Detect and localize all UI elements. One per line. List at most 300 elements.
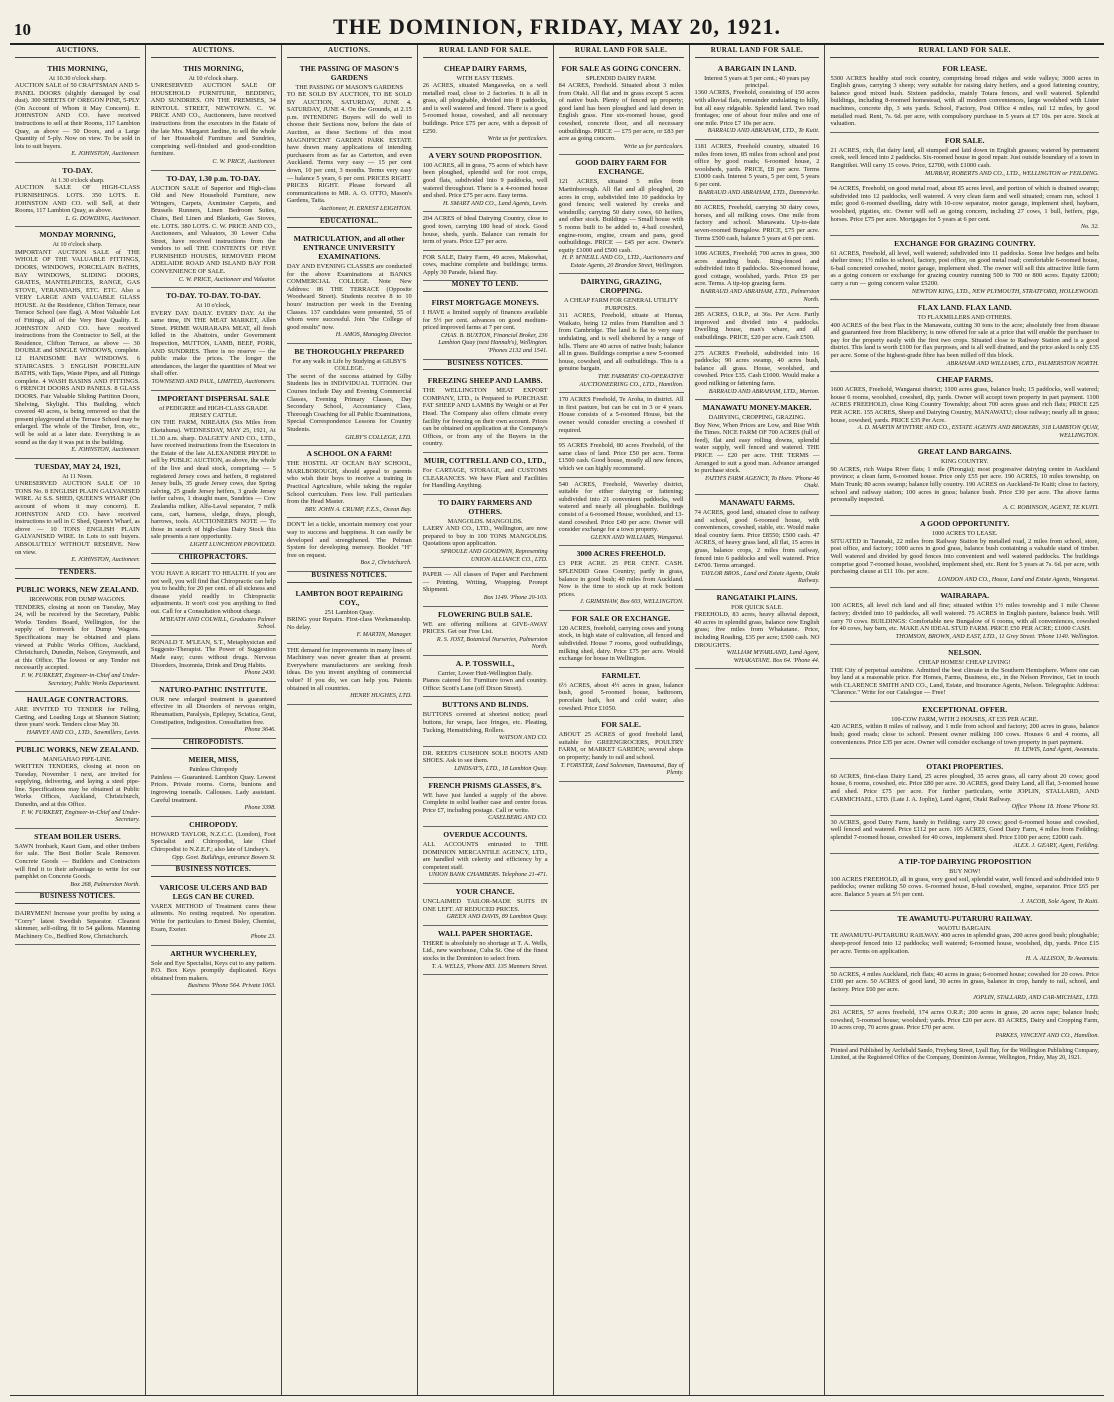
ad-body: FOR SALE, Dairy Farm, 49 acres, Makowhai, cows, machine complete and buildings; terms. Apply 30 Parade, Island Bay. bbox=[422, 253, 548, 276]
ad-heading: CHEAP FARMS. bbox=[936, 375, 993, 385]
advertisement bbox=[15, 227, 140, 458]
ad-body: Painless — Guaranteed. Lambton Quay. Lowest Prices. Private rooms. Corns, bunions and ingrowing toenails. Callouses. Lady assistant. Careful treatment. bbox=[150, 773, 276, 804]
ad-signature: BARRAUD AND ABRAHAM, LTD., Palmerston North. bbox=[700, 288, 820, 303]
ad-subheading: of PEDIGREE and HIGH-CLASS GRADE JERSEY CATTLE. bbox=[159, 404, 268, 419]
advertisement bbox=[15, 163, 140, 227]
ad-heading: WAIRARAPA. bbox=[940, 591, 989, 601]
advertisement bbox=[15, 907, 140, 945]
advertisement bbox=[695, 590, 820, 670]
ad-body: DAY AND EVENING CLASSES are conducted for the above Examinations at BANKS COMMERCIAL COLLEGE. Note New Address: 86 THE TERRACE (Opposite Woodward Street). Students receive 8 to 10 hours' instruction per week in the Evening Classes. 137 candidates were presented, 55 of whom were successful. Join "the College of good results" now. bbox=[286, 263, 412, 331]
ad-signature: A. C. ROBINSON, AGENT, TE KUITI. bbox=[1003, 503, 1099, 511]
ad-signature: BARRAUD AND ABRAHAM, LTD., Marton. bbox=[708, 387, 820, 395]
advertisement bbox=[287, 344, 412, 446]
ad-heading: A SCHOOL ON A FARM! bbox=[306, 449, 393, 459]
ad-body: VAREX METHOD of Treatment cures these ailments. No resting required. No operation. Write for particulars to Ernest Bisley, Chemist, Exam, Exeter. bbox=[150, 902, 276, 933]
ad-signature: J. JACOB, Sole Agent, Te Kuiti. bbox=[1020, 898, 1099, 906]
ad-body: WRITTEN TENDERS, closing at noon on Tuesday, November 1 next, are invited for supplying, delivering, and laying a steel pipe-line. Specifications may be obtained at Public Works Offices, Auckland, Christchurch, Dunedin, and at this Office. bbox=[15, 763, 140, 808]
ad-heading: THIS MORNING, bbox=[47, 63, 108, 73]
ad-signature: ALEX. J. GEARY, Agent, Feilding. bbox=[1013, 841, 1099, 849]
ad-body: 170 ACRES Freehold, Te Aroha, in district. All in first pasture, but can be cut in 3 or 4 years. House consists of a 5-roomed House, but the owner would consider erecting a cowshed if required. bbox=[558, 396, 684, 434]
advertisement bbox=[423, 212, 548, 250]
ad-subheading: IRONWORK FOR DUMP WAGONS. bbox=[29, 596, 126, 604]
ad-subheading: THE PASSING OF MASON'S GARDENS bbox=[295, 83, 403, 91]
ad-body: TO BE SOLD BY AUCTION, TO BE SOLD BY AUCTION, SATURDAY, JUNE 4. SATURDAY, JUNE 4. On the Grounds, at 2.15 p.m. INTENDING Buyers will do well to choose their Sections now, before the date of Auction, as these Sections of this most MAGNIFICENT GARDEN PARK ESTATE have drawn many applications of intending purchasers from as far as Carterton, and even Auckland. Terms very easy — 15 per cent down, 10 per cent, 3 months. Terms very easy — balance 5 years, 6 per cent. PRICES RIGHT. PRICES RIGHT. Please forward all communications to MR. A. O. OTTO, Mason's Gardens, Taita. bbox=[286, 91, 412, 205]
ad-body: 30 ACRES, good Dairy Farm, handy to Feilding; carry 20 cows; good 6-roomed house and cowshed, well fenced and watered. Price £112 per acre. 105 ACRES, Good Dairy Farm, 4 miles from Feilding; splendid 7-roomed house, cowshed for 40 cows, implement shed. Price £100 per acre; £2000 cash. bbox=[830, 818, 1099, 841]
ad-signature: Box 2, Christchurch. bbox=[360, 559, 412, 567]
ad-heading: BUTTONS AND BLINDS. bbox=[442, 700, 529, 710]
ad-signature: BARRAUD AND ABRAHAM, LTD., Dannevirke. bbox=[698, 188, 820, 196]
column-container bbox=[10, 45, 1104, 1396]
ad-heading: GREAT LAND BARGAINS. bbox=[917, 447, 1012, 457]
ad-signature: LIGHT LUNCHEON PROVIDED. bbox=[189, 540, 276, 548]
section-heading: BUSINESS NOTICES. bbox=[151, 866, 276, 877]
ad-heading: MUIR, COTTRELL AND CO., LTD., bbox=[424, 455, 547, 465]
advertisement bbox=[559, 274, 684, 393]
advertisement bbox=[287, 231, 412, 344]
ad-body: 80 ACRES, Freehold, carrying 30 dairy cows, horses, and all milking cows. One mile from factory and school. Manawatu. Up-to-date seven-roomed Bungalow. PRICE, £75 per acre. Terms £500 cash, balance 5 years at 6 per cent. bbox=[694, 204, 820, 242]
ad-body: UNRESERVED AUCTION SALE OF 10 TONS No. 8 ENGLISH PLAIN GALVANISED WIRE. At S.S. SHED, QUEEN'S WHARF (On account of whom it may concern). E. JOHNSTON AND CO. have received instructions to sell in C Shed, Queen's Wharf, as above — 10 TONS ENGLISH PLAIN GALVANISED WIRE. In Lots to suit buyers. ABSOLUTELY WITHOUT RESERVE. Now on view. bbox=[15, 480, 140, 556]
ad-subheading: At 10 o'clock sharp. bbox=[188, 74, 239, 82]
ad-heading: CHEAP DAIRY FARMS, bbox=[443, 63, 527, 73]
advertisement bbox=[559, 155, 684, 274]
ad-signature: Box 1149. 'Phone 20-103. bbox=[483, 593, 548, 601]
ad-body: THE WELLINGTON MEAT EXPORT COMPANY, LTD., is Prepared to PURCHASE FAT SHEEP AND LAMBS By Weight or at Per Head. The Company also offers climate every facility for freezing on their own account. Prices can be obtained on application at the Company's Offices, or from any of the Buyers in the country. bbox=[422, 387, 548, 448]
advertisement bbox=[15, 582, 140, 692]
advertisement bbox=[559, 61, 684, 156]
ad-subheading: BUY NOW! bbox=[949, 868, 981, 876]
advertisement bbox=[830, 182, 1099, 236]
advertisement bbox=[287, 586, 412, 644]
advertisement bbox=[151, 880, 276, 946]
ad-body: 311 ACRES, Freehold, situate at Hunua, Waikato, being 12 miles from Hamilton and 3 from Cambridge. The land is flat to very easy undulating, and is well sheltered by a range of hills. There are 40 acres of native bush; balance all in grass. Buildings comprise a new 5-roomed house, cowshed, and all outbuildings. This is a genuine bargain. bbox=[558, 312, 684, 373]
ad-body: 100 ACRES FREEHOLD, all in grass, very good soil, splendid water, well fenced and subdivided into 9 paddocks; owner milking 50 cows. 6-roomed house, 8-bail cowshed, engine, separator. Price £65 per acre. Balance 5 years at 5½ per cent. bbox=[830, 875, 1099, 898]
ad-signature: Opp. Govt. Buildings, entrance Bowen St. bbox=[172, 853, 276, 861]
advertisement bbox=[830, 816, 1099, 854]
ad-body: ON THE FARM, NIREAHA (Six Miles from Eketahuna). WEDNESDAY, MAY 25, 1921, At 11.30 a.m. sharp. DALGETY AND CO., LTD., have received instructions from the Executors in the Estate of the late ALEXANDER PRYDE to sell by PUBLIC AUCTION, as above, the whole of the live and dead stock, comprising — 5 registered Jersey cows and heifers, 8 registered Jersey bulls, 35 grade Jersey cows, due Spring calving, 25 grade Jersey heifers, 3 grade Jersey heifer calves, 1 draught mare, Sundries — Cow Zealandia milker, Alfa-Laval separator, 7 milk cans, cart, harness, sledge, drays, plough, harrows, tools. AUCTIONEER'S NOTE — To those in search of high-class Dairy Stock this sale presents a rare opportunity. bbox=[150, 419, 276, 541]
ad-signature: LONDON AND CO., House, Land and Estate Agents, Wanganui. bbox=[938, 575, 1099, 583]
advertisement bbox=[423, 61, 548, 148]
advertisement bbox=[287, 644, 412, 705]
advertisement bbox=[830, 702, 1099, 759]
ad-signature: Phone 3398. bbox=[244, 804, 276, 812]
ad-signature: GLENN AND WILLIAMS, Wanganui. bbox=[590, 533, 684, 541]
advertisement bbox=[695, 61, 820, 140]
ad-signature: F. W. FURKERT, Engineer-in-Chief and Under-Secretary. bbox=[21, 808, 140, 824]
advertisement bbox=[423, 747, 548, 778]
ad-heading: TO-DAY. bbox=[62, 165, 93, 175]
ad-signature: BARRAUD AND ABRAHAM, LTD., Te Kuiti. bbox=[707, 127, 820, 135]
ad-body: BUTTONS covered at shortest notice; pearl buttons, fur wraps, lace fringes, etc. Pleating, Tucking, Hemstitching, Rollers. bbox=[422, 711, 548, 734]
ad-body: 540 ACRES, Freehold, Waverley district, suitable for either dairying or fattening; subdivided into 21 convenient paddocks, well watered and nearly all ploughable. Buildings consist of a 6-roomed House, woolshed, and 13-stand cowshed. Price £40 per acre. Owner will consider exchange for a town property. bbox=[558, 480, 684, 534]
ad-signature: Business 'Phone 564. Private 1063. bbox=[187, 982, 276, 990]
ad-heading: CHIROPODY. bbox=[189, 819, 238, 829]
advertisement bbox=[830, 759, 1099, 816]
ad-body: YOU HAVE A RIGHT TO HEALTH. If you are not well, you will find that Chiropractic can help you to health; for 20 per cent. of all sickness and disease yield readily to Chiropractic adjustments. It won't cost you anything to find out. Call for a Consultation without charge. bbox=[150, 570, 276, 616]
ad-heading: TO DAIRY FARMERS AND OTHERS. bbox=[438, 497, 533, 516]
advertisement bbox=[423, 251, 548, 282]
ad-heading: IMPORTANT DISPERSAL SALE bbox=[157, 393, 270, 403]
ad-body: 5300 ACRES healthy stud rock country, comprising broad ridges and wide valleys; 3000 acres in English grass, carrying 3 sheep; very suitable for raising dairy heifers, and a good fattening country, balance good mixed bush. Sixteen paddocks, mainly Totara fences, and well watered. Splendid buildings, including 8-roomed homestead, with all modern conveniences, large woolshed with Lister machines, concrete dip, 3 sets yards. School, Factory, Post Office 4 miles, rail 12 miles, by good metalled road. Rent, 7s. 6d. per acre, with compulsory purchase in 5 years at £7 10s. per acre. Stock at valuation. bbox=[830, 74, 1099, 128]
ad-body: 21 ACRES, rich, flat dairy land, all stumped and laid down in English grasses; watered by permanent creek, well fenced into 2 paddocks. Six-roomed house in good repair. Just outside boundary of a town in Rangitikei. Will carry 15 cows. Price, £2700, with £1000 cash. bbox=[830, 146, 1099, 169]
ad-heading: TO-DAY. TO-DAY. TO-DAY. bbox=[166, 291, 261, 301]
ad-signature: SPROULE AND GOODWIN, Representing UNION ALLIANCE CO., LTD. bbox=[440, 547, 548, 563]
ad-body: TE AWAMUTU-PUTARURU RAILWAY. 400 acres in splendid grass, 200 acres good bush; ploughable; sheep-proof fenced into 12 paddocks; well watered; 6-roomed house, woolshed, dip, yards. Price £15 per acre. Terms on application. bbox=[830, 932, 1099, 955]
advertisement bbox=[423, 778, 548, 827]
ad-heading: DAIRYING, GRAZING, CROPPING. bbox=[580, 277, 662, 296]
column-2 bbox=[146, 45, 282, 1395]
ad-heading: EXCEPTIONAL OFFER. bbox=[922, 705, 1008, 715]
ad-signature: Write us for particulars. bbox=[487, 135, 548, 143]
advertisement bbox=[151, 288, 276, 390]
ad-signature: NEWTON KING, LTD., NEW PLYMOUTH, STRATFORD, HOLLEWOOD. bbox=[911, 287, 1099, 295]
ad-signature: E. JOHNSTON, Auctioneer. bbox=[71, 556, 140, 564]
ad-signature: H. A. ALLISON, Te Awamutu. bbox=[1025, 955, 1099, 963]
ad-body: OUR new enlarged treatment is guaranteed effective in all Disorders of nervous origin, Rheumatism, Paralysis, Epilepsy, Sciatica, Gout, Constipation, Indigestion. Consultation free. bbox=[150, 695, 276, 726]
advertisement bbox=[423, 453, 548, 495]
ad-heading: A GOOD OPPORTUNITY. bbox=[920, 519, 1010, 529]
column-heading: RURAL LAND FOR SALE. bbox=[830, 47, 1099, 58]
ad-signature: No. 32. bbox=[1080, 223, 1099, 231]
ad-signature: Auctioneer, H. ERNEST LEIGHTON. bbox=[319, 204, 412, 212]
advertisement bbox=[423, 607, 548, 656]
ad-body: 1600 ACRES, Freehold, Wanganui district; 1100 acres grass, balance bush; 15 paddocks, well watered; house 6 rooms, woolshed, cowshed, dip, yards. Owner will accept town property in part payment. 1100 ACRES FREEHOLD, close King Country Township; about 700 acres grass and rich flats; PRICE £25 PER ACRE. 155 ACRES, Sheep and Dairying Country, MANAWATU; close railway; nearly all in grass; house, cowshed, yards. PRICE £35 Per Acre. bbox=[830, 386, 1099, 424]
advertisement bbox=[830, 645, 1099, 702]
masthead bbox=[10, 0, 1104, 45]
advertisement bbox=[423, 495, 548, 568]
ad-body: WE have just landed a supply of the above. Complete in solid leather case and centre focus. Price £7, including postage. Call or write. bbox=[422, 791, 548, 814]
ad-body: LAERY AND CO., LTD., Wellington, are now prepared to buy in 100 TONS MANGOLDS. Quotations upon application. bbox=[422, 525, 548, 548]
ad-heading: MATRICULATION, and all other ENTRANCE UNIVERSITY EXAMINATIONS. bbox=[293, 234, 405, 262]
ad-body: THE HOSTEL AT OCEAN BAY SCHOOL, MARLBOROUGH, should appeal to parents who wish their boys to receive a training in Practical Agriculture, while taking the regular School curriculum. Fees low. Full particulars from the Head Master. bbox=[286, 460, 412, 506]
ad-body: 275 ACRES Freehold, subdivided into 16 paddocks; 90 acres swamp, 40 acres bush, balance all grass. House, woolshed, and cowshed. Price £35. Cash £1000. Would make a good milking or fattening farm. bbox=[694, 349, 820, 387]
advertisement bbox=[151, 61, 276, 171]
ad-subheading: At 10 o'clock, bbox=[196, 302, 231, 310]
column-heading: RURAL LAND FOR SALE. bbox=[423, 47, 548, 58]
column-5 bbox=[554, 45, 690, 1395]
ad-heading: FLOWERING BULB SALE. bbox=[438, 609, 533, 619]
advertisement bbox=[695, 247, 820, 308]
ad-heading: GOOD DAIRY FARM FOR EXCHANGE. bbox=[575, 158, 667, 177]
ad-signature: J. GRIMSHAW, Box 603, WELLINGTON. bbox=[579, 598, 684, 606]
ad-body: 100 ACRES, all in grass, 75 acres of which have been ploughed, splendid soil for root crops, good flats, subdivided into 9 paddocks, well watered throughout. There is a 4-roomed house and shed. Price £75 per acre. Easy terms. bbox=[422, 161, 548, 200]
ad-signature: H. P. M'NEILL AND CO., LTD., Auctioneers and Estate Agents, 20 Brandon Street, Wellington. bbox=[561, 254, 684, 269]
ad-subheading: WITH EASY TERMS. bbox=[456, 74, 514, 82]
advertisement bbox=[151, 817, 276, 866]
ad-body: 94 ACRES, Freehold, on good metal road, about 85 acres level, and portion of which is drained swamp; subdivided into 12 paddocks, well watered. A very clean farm and well situated; cream run, school 1 mile; good 6-roomed dwelling, dairy with 10-cow separator, motor garage, implement shed, haybarn, woolshed, pigsties, etc. Owner will sell as going concern, including 27 cows, 1 bull, heifers, pigs, horses. Price £75 per acre. Mortgages for 5 years at 6 per cent. bbox=[830, 185, 1099, 223]
ad-heading: PUBLIC WORKS, NEW ZEALAND. bbox=[16, 585, 139, 595]
ad-signature: FAITH'S FARM AGENCY, To Horo. 'Phone 46 Otaki. bbox=[705, 474, 820, 490]
advertisement bbox=[830, 854, 1099, 911]
advertisement bbox=[151, 752, 276, 816]
advertisement bbox=[151, 636, 276, 682]
ad-heading: THIS MORNING, bbox=[183, 63, 244, 73]
ad-signature: F. MARTIN, Manager. bbox=[356, 631, 412, 639]
ad-heading: FOR SALE. bbox=[944, 135, 985, 145]
ad-body: THERE is absolutely no shortage at T. A. Wells, Ltd., new warehouse, Cuba St. One of the finest stocks in the Dominion to select from. bbox=[422, 939, 548, 962]
ad-heading: EXCHANGE FOR GRAZING COUNTRY. bbox=[894, 238, 1036, 248]
advertisement bbox=[695, 140, 820, 201]
ad-heading: NATURO-PATHIC INSTITUTE. bbox=[159, 684, 268, 694]
advertisement bbox=[830, 133, 1099, 182]
ad-body: 90 ACRES, rich Waipa River flats; 1 mile (Pirongia); most progressive dairying centre in Auckland province; a clean farm, 6-roomed house. Price only £55 per acre. 190 ACRES, 10 miles township, on Main Trunk; 80 acres swamp; balance hilly country. 190 ACRES on Auckland-Te Kuiti; close to factory, school and railway station; 100 acres in grass; balance bush. Price £30 per acre. The above farms personally inspected. bbox=[830, 465, 1099, 504]
advertisement bbox=[151, 391, 276, 554]
ad-signature: CHAS. B. BUXTON, Financial Broker, 236 Lambton Quay (next Hannah's), Wellington. 'Phones 2132 and 1541. bbox=[438, 331, 548, 355]
section-heading: TENDERS. bbox=[15, 569, 140, 580]
ad-heading: BE THOROUGHLY PREPARED bbox=[294, 347, 405, 357]
section-heading: BUSINESS NOTICES. bbox=[287, 572, 412, 583]
ad-body: 95 ACRES Freehold, 80 acres Freehold, of the same class of land. Price £50 per acre. Terms £1500 cash. Good house, mostly all new fences, which we can highly recommend. bbox=[558, 442, 684, 472]
ad-signature: M'BEATH AND COLWILL, Graduates Palmer School. bbox=[160, 615, 276, 631]
advertisement bbox=[15, 829, 140, 894]
ad-subheading: At 1.30 o'clock sharp. bbox=[50, 176, 105, 184]
section-heading: BUSINESS NOTICES. bbox=[15, 893, 140, 904]
ad-body: UNCLAIMED TAILOR-MADE SUITS IN ONE LEFT. AT REDUCED PRICES. bbox=[422, 897, 548, 913]
ad-body: 261 ACRES, 57 acres freehold, 174 acres O.R.P.; 200 acres in grass, 20 acres rape; balance bush; cowshed, 5-roomed house; woolshed; yards. Price £20 per acre. 83 ACRES, Dairy and Cropping Farm, 10 acres crop, 70 acres grass. Price £70 per acre. bbox=[830, 1009, 1099, 1032]
ad-signature: CASELBERG AND CO. bbox=[488, 814, 548, 822]
ad-body: 121 ACRES, situated 5 miles from Martinborough. All flat and all ploughed, 20 acres in crop, subdivided into 10 paddocks by good fences; well watered by creeks and windmills; carrying 50 dairy cows, 60 heifers, and other stock. Buildings — Small house with 5 rooms built to be added to, 4-bail cowshed, engine-room, engine, cream and pans, good outbuildings. PRICE — £45 per acre. Owner's equity £1000 and £500 cash. bbox=[558, 178, 684, 254]
advertisement bbox=[15, 61, 140, 163]
ad-signature: PARKES, VINCENT AND CO., Hamilton. bbox=[995, 1031, 1099, 1039]
column-4 bbox=[418, 45, 554, 1395]
ad-body: 6½ ACRES, about 4½ acres in grass, balance bush, good 5-roomed house, bathroom, porcelain bath, hot and cold water; also cowshed. Price £1050. bbox=[558, 681, 684, 712]
advertisement bbox=[151, 946, 276, 995]
ad-subheading: MANGOLDS. MANGOLDS. bbox=[447, 517, 523, 525]
column-3 bbox=[282, 45, 418, 1395]
section-heading: BUSINESS NOTICES. bbox=[423, 360, 548, 371]
ad-signature: GREEN AND DAVIS, 89 Lambton Quay. bbox=[446, 913, 548, 921]
ad-heading: YOUR CHANCE. bbox=[455, 886, 515, 896]
ad-subheading: CHEAP HOMES! CHEAP LIVING! bbox=[918, 659, 1011, 667]
ad-heading: FOR LEASE. bbox=[942, 63, 988, 73]
ad-signature: C. W. PRICE, Auctioneer and Valuator. bbox=[178, 275, 276, 283]
ad-body: SITUATED in Taranaki, 22 miles from Railway Station by metalled road, 2 miles from school, store, post office, and factory; 1000 acres in good grass, balance bush containing a valuable stand of timber. Well watered and divided by good fences into convenient and well watered paddocks. The buildings comprise good 7-roomed house, woolshed, implement shed, etc. Rent for 5 years at 7s. 6d. per acre, with purchasing clause at £11 10s. per acre. bbox=[830, 537, 1099, 576]
ad-subheading: At 11 Noon. bbox=[62, 472, 93, 480]
advertisement bbox=[559, 611, 684, 668]
ad-body: 420 ACRES, within 8 miles of railway, and 1 mile from school and factory; 200 acres in grass, balance bush; good roads; close to school. Present owner milking 100 cows. Houses 6 and 4 rooms, all conveniences. Price £35 per acre. Owner will consider exchange of town property in part payment. bbox=[830, 723, 1099, 746]
column-heading: RURAL LAND FOR SALE. bbox=[559, 47, 684, 58]
ad-subheading: KING COUNTRY. bbox=[941, 458, 989, 466]
ad-heading: A VERY SOUND PROPOSITION. bbox=[428, 150, 542, 160]
ad-body: EVERY DAY. DAILY. EVERY DAY. At the same time, IN THE MEAT MARKET, Allen Street. PRIME WAIRARAPA MEAT, all fresh killed in the Abattoirs, under Government Inspection, MUTTON, LAMB, BEEF, PORK, AND SUNDRIES. There is no reserve — the public make the prices. The longer the attendances, the larger the quantities of Meat we shall offer. bbox=[150, 309, 276, 378]
ad-body: WE are offering millions at GIVE-AWAY PRICES. Get our Free List. bbox=[422, 620, 548, 636]
ad-heading: TO-DAY, 1.30 p.m. TO-DAY. bbox=[166, 173, 261, 183]
advertisement bbox=[423, 295, 548, 360]
ad-heading: LAMBTON BOOT REPAIRING COY., bbox=[295, 588, 404, 607]
ad-body: AUCTION SALE of 50 CRAFTSMAN AND 5-PANEL DOORS (slightly damaged by coal dust). 300 SHEETS OF OREGON PINE, 5-PLY (On Account of Whom it May Concern). E. JOHNSTON AND CO. have received instructions to sell at their Rooms, 117 Lambton Quay, as above — 50 Doors, and a Large Quantity of 5-ply. Now on view. To be sold in lots to suit buyers. bbox=[15, 82, 140, 150]
ad-signature: T. FORSTER, Land Salesman, Taumaunui, Bay of Plenty. bbox=[560, 761, 684, 777]
ad-signature: JOPLIN, STALLARD, AND CAR-MICHAEL, LTD. bbox=[973, 993, 1099, 1001]
advertisement bbox=[423, 373, 548, 453]
ad-signature: Phone 23. bbox=[250, 933, 276, 941]
ad-body: TENDERS, closing at noon on Tuesday, May 24, will be received by the Secretary, Public Works Tenders Board, Wellington, for the supply of Ironwork for Dump Wagons. Specifications may be obtained and plans viewed at Public Works Offices, Auckland, Christchurch, Dunedin, Nelson, Greymouth, and at this Office. The lowest or any Tender not necessarily accepted. bbox=[15, 603, 140, 672]
ad-body: The secret of the success attained by Gilby Students lies in INDIVIDUAL TUITION. Our Courses include Day and Evening Commercial Classes, Evening Primary Classes, Day Secondary School, Accountancy Class, Thorough Coaching for all Public Examinations, Special Correspondence Lessons for Country Students. bbox=[286, 372, 412, 433]
ad-heading: VARICOSE ULCERS AND BAD LEGS CAN BE CURED. bbox=[159, 882, 268, 901]
advertisement bbox=[695, 308, 820, 346]
advertisement bbox=[423, 568, 548, 606]
ad-subheading: 251 Lambton Quay. bbox=[324, 608, 374, 616]
ad-heading: OTAKI PROPERTIES. bbox=[926, 761, 1004, 771]
ad-heading: MANAWATU FARMS. bbox=[719, 497, 795, 507]
ad-heading: ARTHUR WYCHERLEY, bbox=[170, 948, 257, 958]
ad-signature: R. S. JOST, Botanical Nurseries, Palmerston North. bbox=[436, 635, 548, 651]
column-6 bbox=[690, 45, 826, 1395]
ad-heading: A. P. TOSSWILL, bbox=[455, 658, 515, 668]
advertisement bbox=[830, 968, 1099, 1006]
ad-signature: WILLIAM M'FARLAND, Land Agent, WHAKATANE. Box 64. 'Phone 44. bbox=[726, 649, 820, 664]
ad-body: UNRESERVED AUCTION SALE OF HOUSEHOLD FURNITURE, BEDDING, AND SUNDRIES. ON THE PREMISES, 34 RINTOUL STREET, NEWTOWN. C. W. PRICE AND CO., Auctioneers, have received instructions from the executors in the Estate of the late Mrs. Margaret Jardine, to sell the whole of her Household Furniture and Sundries, comprising well-finished and good-condition furniture. bbox=[150, 82, 276, 158]
ad-body: AUCTION SALE OF HIGH-CLASS FURNISHINGS. LOTS. 350 LOTS. E. JOHNSTON AND CO. will Sell, at their Rooms, 117 Lambton Quay, as above. bbox=[15, 184, 140, 215]
ad-subheading: TO FLAXMILLERS AND OTHERS. bbox=[917, 314, 1012, 322]
advertisement bbox=[15, 459, 140, 569]
advertisement bbox=[830, 1006, 1099, 1044]
ad-subheading: For any walk in Life by Studying at GILBY'S COLLEGE. bbox=[292, 358, 407, 373]
ad-heading: FIRST MORTGAGE MONEYS. bbox=[431, 298, 539, 308]
ad-heading: FARMLET. bbox=[601, 670, 641, 680]
ad-heading: MONDAY MORNING, bbox=[39, 230, 116, 240]
ad-body: Sole and Eye Specialist, Keys cut to any pattern. P.O. Box Keys promptly duplicated. Keys obtained from makers. bbox=[150, 959, 276, 982]
ad-heading: OVERDUE ACCOUNTS. bbox=[443, 830, 528, 839]
advertisement bbox=[830, 516, 1099, 588]
ad-body: FREEHOLD, 83 acres, heavy alluvial deposit, 40 acres in splendid grass, balance now English grass; five miles from Whakatane. Price, including Roading, £35 per acre; £500 cash. NO DROUGHTS. bbox=[694, 611, 820, 649]
advertisement bbox=[830, 588, 1099, 645]
advertisement bbox=[695, 495, 820, 590]
ad-body: Buy Now, When Prices are Low, and Rise With the Times. NICE FARM OF 700 ACRES (full of feed), flat and easy rolling downs, splendid water supply, well fenced and watered. THE PRICE — £20 per acre. THE TERMS — Arranged to suit a good man. Advance arranged to purchase stock. bbox=[694, 421, 820, 475]
ad-subheading: 100-COW FARM, WITH 2 HOUSES, AT £35 PER ACRE. bbox=[891, 716, 1039, 724]
advertisement bbox=[423, 697, 548, 746]
ad-signature: HENRY HUGHES, LTD. bbox=[350, 692, 412, 700]
ad-subheading: At 10.30 o'clock sharp. bbox=[48, 74, 107, 82]
ad-body: 1181 ACRES, Freehold country, situated 16 miles from town, 85 miles from school and post office by good roads; 6-roomed house, 2 woolsheds, yards. PRICE, £8 per acre. Terms £1000 cash. Interest 5 years, 5 per cent, 5 years 6 per cent. bbox=[694, 142, 820, 188]
advertisement bbox=[287, 61, 412, 218]
ad-signature: H. AMOS, Managing Director. bbox=[335, 331, 412, 339]
ad-body: RONALD T. M'LEAN, S.T., Metaphysician and Suggesto-Therapist. The Power of Suggestion Made easy; cures without drugs. Nervous Disorders, Insomnia, Drink and Drug Habits. bbox=[150, 638, 276, 669]
section-heading: CHIROPRACTORS. bbox=[151, 554, 276, 565]
ad-signature: THOMSON, BROWN, AND EAST, LTD., 11 Grey Street. 'Phone 1140. Wellington. bbox=[895, 632, 1099, 640]
ad-body: 74 ACRES, good land, situated close to railway and school, good 6-roomed house, with conveniences, cowshed, stable, etc. Would make ideal country farm. Price £8550; £500 cash. 47 ACRES, of heavy grass land, all flat, 15 acres in grass, balance crops, 2 miles from railway, fenced into 6 paddocks and well watered. Price £4700. Terms arranged. bbox=[694, 508, 820, 570]
ad-signature: LINDSAY'S, LTD., 18 Lambton Quay. bbox=[454, 765, 548, 773]
advertisement bbox=[830, 911, 1099, 968]
ad-heading: FREEZING SHEEP AND LAMBS. bbox=[427, 376, 543, 386]
ad-body: BRING your Repairs. First-class Workmanship. No delay. bbox=[286, 615, 412, 631]
page-number: 10 bbox=[14, 20, 31, 39]
advertisement bbox=[423, 656, 548, 698]
ad-heading: TE AWAMUTU-PUTARURU RAILWAY. bbox=[897, 913, 1033, 923]
ad-body: PAPER — All classes of Paper and Parchment — Printing, Writing, Wrapping. Prompt Shipment. bbox=[422, 571, 548, 594]
ad-heading: FOR SALE. bbox=[601, 720, 641, 730]
ad-body: ARE INVITED TO TENDER for Felling, Carting, and Loading Logs at Shannon Station; three years' work. Tenders close May 30. bbox=[15, 706, 140, 729]
ad-signature: TAYLOR BROS., Land and Estate Agents, Otaki Railway. bbox=[700, 569, 820, 585]
ad-heading: MEIER, MISS, bbox=[188, 755, 239, 765]
ad-body: THE City of perpetual sunshine. Admitted the best climate in the Southern Hemisphere. Where one can buy land at a reasonable price. For Homes, Farms, Business, etc., in the Nelson Province, Get in touch with CLARENCE SMITH AND CO., Land, Estate, and Insurance Agents, Nelson. Telegraphic Address: "Clarence." Write for our Catalogue — Free! bbox=[830, 666, 1099, 697]
ad-signature: Phone 3646. bbox=[244, 726, 276, 734]
ad-subheading: 1000 ACRES TO LEASE. bbox=[931, 530, 998, 538]
newspaper-title: THE DOMINION, FRIDAY, MAY 20, 1921. bbox=[333, 14, 781, 39]
advertisement bbox=[423, 148, 548, 213]
ad-signature: TOWNSEND AND PAUL, LIMITED, Auctioneers. bbox=[151, 378, 276, 385]
advertisement bbox=[559, 668, 684, 717]
ad-body: 285 ACRES, O.R.P., at 36s. Per Acre. Partly improved and divided into 4 paddocks. Dwelling house, man's whare, and all outbuildings. PRICE, £20 per acre. Cash £500. bbox=[694, 311, 820, 342]
ad-heading: RANGATAIKI PLAINS. bbox=[716, 592, 798, 602]
ad-body: £3 PER ACRE. 25 PER CENT. CASH. SPLENDID Grass Country; partly in grass, balance in good bush; 40 miles from Auckland. Now is the time to stock up at rock bottom prices. bbox=[558, 560, 684, 598]
ad-subheading: At 10 o'clock sharp. bbox=[52, 241, 103, 249]
ad-signature: T. A. WELLS, 'Phone 883. 135 Manners Street. bbox=[431, 962, 548, 970]
ad-heading: HAULAGE CONTRACTORS. bbox=[26, 695, 129, 705]
ad-heading: 3000 ACRES FREEHOLD. bbox=[576, 549, 666, 559]
section-heading: EDUCATIONAL. bbox=[287, 218, 412, 229]
advertisement bbox=[559, 393, 684, 439]
ad-subheading: FOR QUICK SALE. bbox=[731, 603, 783, 611]
ad-signature: E. JOHNSTON, Auctioneer. bbox=[71, 150, 140, 158]
advertisement bbox=[559, 717, 684, 782]
ad-body: I HAVE a limited supply of finances available for 5½ per cent. advances on good medium-priced improved farms at 7 per cent. bbox=[422, 309, 548, 332]
advertisement bbox=[423, 926, 548, 975]
ad-body: 60 ACRES, first-class Dairy Land, 25 acres ploughed, 35 acres grass, all carry about 20 cows; good house, 6 rooms, cowshed, etc. Price £80 per acre. 30 ACRES, good Dairy Land, all flat, 3-roomed house and shed. Price £75 per acre. For further particulars, write JOPLIN, STALLARD, AND CARMICHAEL, LTD. (Late J. A. Joplin), Land Agent, Otaki Railway. bbox=[830, 772, 1099, 803]
ad-heading: FLAX LAND. FLAX LAND. bbox=[917, 303, 1012, 313]
ad-signature: MURRAY, ROBERTS AND CO., LTD., WELLINGTON or FEILDING. bbox=[925, 169, 1099, 177]
ad-body: 50 ACRES, 4 miles Auckland, rich flats; 40 acres in grass; 6-roomed house; cowshed for 20 cows. Price £100 per acre. 50 ACRES of good land, 30 acres in grass, balance in crop, handy to rail, school, and factory. Price £60 per acre. bbox=[830, 970, 1099, 993]
ad-subheading: Painless Chiropody bbox=[189, 766, 238, 774]
advertisement bbox=[287, 446, 412, 518]
ad-body: DR. REED'S CUSHION SOLE BOOTS AND SHOES. Ask to see them. bbox=[422, 749, 548, 765]
advertisement bbox=[423, 884, 548, 926]
ad-body: 61 ACRES, Freehold, all level, well watered; subdivided into 11 paddocks. Some live hedges and belts shelter trees; 1½ miles to school, factory, post office, on good metal road; comfortable 6-roomed house, 6-bail concreted cowshed, motor garage, implement shed. The owner will sell this attractive little farm as a going concern or exchange for grazing country running 500 to 700 or 800 acres. Equity £2000; carry a run — going concern value £5200. bbox=[830, 249, 1099, 288]
ad-heading: FRENCH PRISMS GLASSES, 8's. bbox=[428, 780, 542, 790]
ad-signature: Box 268, Palmerston North. bbox=[70, 880, 140, 888]
ad-body: SAWN Ironbark, Kauri Gum, and other timbers for sale. The Best Boiler Scale Remover. Concrete Goods — Builders and Contractors will find it to their advantage to write for our pamphlet on Concrete Goods. bbox=[15, 842, 140, 881]
ad-subheading: WAOTU BARGAIN. bbox=[937, 924, 992, 932]
ad-heading: STEAM BOILER USERS. bbox=[34, 831, 121, 841]
ad-signature: H. LEWIS, Land Agent, Awamutu. bbox=[1014, 746, 1099, 754]
ad-body: 84 ACRES, Freehold. Situated about 3 miles from Otaki. All flat and in grass except 5 acres of native bush. Plenty of fenced up property; good land has been ploughed and laid down in English grass. Fine six-roomed house, good cowshed, concrete floor, and all necessary outbuildings. PRICE — £75 per acre, or £83 per acre as going concern. bbox=[558, 82, 684, 143]
advertisement bbox=[830, 444, 1099, 516]
advertisement bbox=[830, 300, 1099, 372]
advertisement bbox=[151, 682, 276, 739]
advertisement bbox=[559, 478, 684, 547]
column-heading: AUCTIONS. bbox=[287, 47, 412, 58]
advertisement bbox=[830, 372, 1099, 444]
advertisement bbox=[695, 347, 820, 401]
ad-subheading: SPLENDID DAIRY FARM. bbox=[585, 74, 657, 82]
ad-signature: THE FARMERS' CO-OPERATIVE AUCTIONEERING CO., LTD., Hamilton. bbox=[579, 373, 684, 388]
ad-body: 400 ACRES of the best Flax in the Manawatu, cutting 30 tons to the acre; absolutely free from disease and guaranteed free from Blackberry; is now offered for sale at a price that will enable the purchaser to pay for the property easily with the first two crops. Situated close to Railway Station and is a good district. This land is worth £100 for flax purposes, and is all well drained, and the price asked is only £35 per acre. Some of the highest-grade fibre has been milled off this block. bbox=[830, 321, 1099, 360]
ad-signature: ABRAHAM AND WILLIAMS, LTD., PALMERSTON NORTH. bbox=[946, 359, 1099, 367]
advertisement bbox=[287, 518, 412, 572]
ad-heading: A BARGAIN IN LAND. bbox=[717, 63, 797, 73]
column-7 bbox=[825, 45, 1104, 1395]
ad-body: 1096 ACRES, Freehold; 700 acres in grass, 300 acres standing bush. Ring-fenced and subdivided into 8 paddocks. Six-roomed house, good cottage, woolshed, yards. Price £9 per acre. Terms. A tip-top grazing farm. bbox=[694, 250, 820, 288]
ad-body: HOWARD TAYLOR, N.Z.C.C. (London), Foot Specialist and Chiropodist, late Chief Chiropodist to N.Z.E.F.; also late of Lindsey's. bbox=[150, 830, 276, 853]
ad-signature: C. W. PRICE, Auctioneer. bbox=[212, 157, 276, 165]
ad-body: AUCTION SALE of Superior and High-class Old and New Household Furniture, new Wringers, Carpets, Axminster Carpets, and Brussels Runners, Linen Bedroom Suites, Chairs, Bed Linen and Blankets, Gas Stoves, etc. LOTS. 380 LOTS. C. W. PRICE AND CO., Auctioneers, and Valuators, 30 Lower Cuba Street, have received instructions from the vendors to sell THE CONTENTS OF FIVE FURNISHED HOUSES, REMOVED FROM ADELAIDE ROAD AND ISLAND BAY FOR CONVENIENCE OF SALE. bbox=[150, 184, 276, 276]
ad-signature: Write us for particulars. bbox=[623, 142, 684, 150]
ad-body: 120 ACRES, freehold, carrying cows and young stock, in high state of cultivation, all fenced and subdivided. House 7 rooms, good outbuildings, milking shed, dairy. Price £75 per acre. Would exchange for house in Wellington. bbox=[558, 624, 684, 663]
ad-heading: FOR SALE AS GOING CONCERN. bbox=[561, 63, 681, 73]
ad-heading: TUESDAY, MAY 24, 1921, bbox=[34, 461, 121, 471]
printer-imprint: Printed and Published by Archibald Sando, Freyberg Street, Lyall Bay, for the Wellington Publishing Company, Limited, at the Registered Office of the Company, Dominion Avenue, Wellington, Friday, May 20, 1921. bbox=[830, 1047, 1099, 1061]
ad-body: 204 ACRES of Ideal Dairying Country, close to good town, carrying 180 head of stock. Good house, sheds, yards. Balance can remain for term of years. Price £27 per acre. bbox=[422, 215, 548, 246]
ad-subheading: MANGAHAO PIPE-LINE. bbox=[43, 755, 112, 763]
advertisement bbox=[830, 61, 1099, 133]
advertisement bbox=[151, 567, 276, 636]
ad-body: DON'T let a tickle, uncertain memory cost your way to success and happiness. It can easily be developed and strengthened. The Pelman System for developing memory. Booklet "H" free on request. bbox=[286, 521, 412, 559]
ad-subheading: Interest 5 years at 5 per cent.; 40 years pay principal. bbox=[704, 74, 810, 89]
ad-heading: A TIP-TOP DAIRYING PROPOSITION bbox=[898, 857, 1032, 867]
ad-signature: Phone 2430. bbox=[244, 669, 276, 677]
ad-signature: UNION BANK CHAMBERS. Telephone 21-471. bbox=[428, 871, 548, 879]
advertisement bbox=[151, 171, 276, 289]
column-heading: AUCTIONS. bbox=[15, 47, 140, 58]
advertisement bbox=[559, 439, 684, 477]
